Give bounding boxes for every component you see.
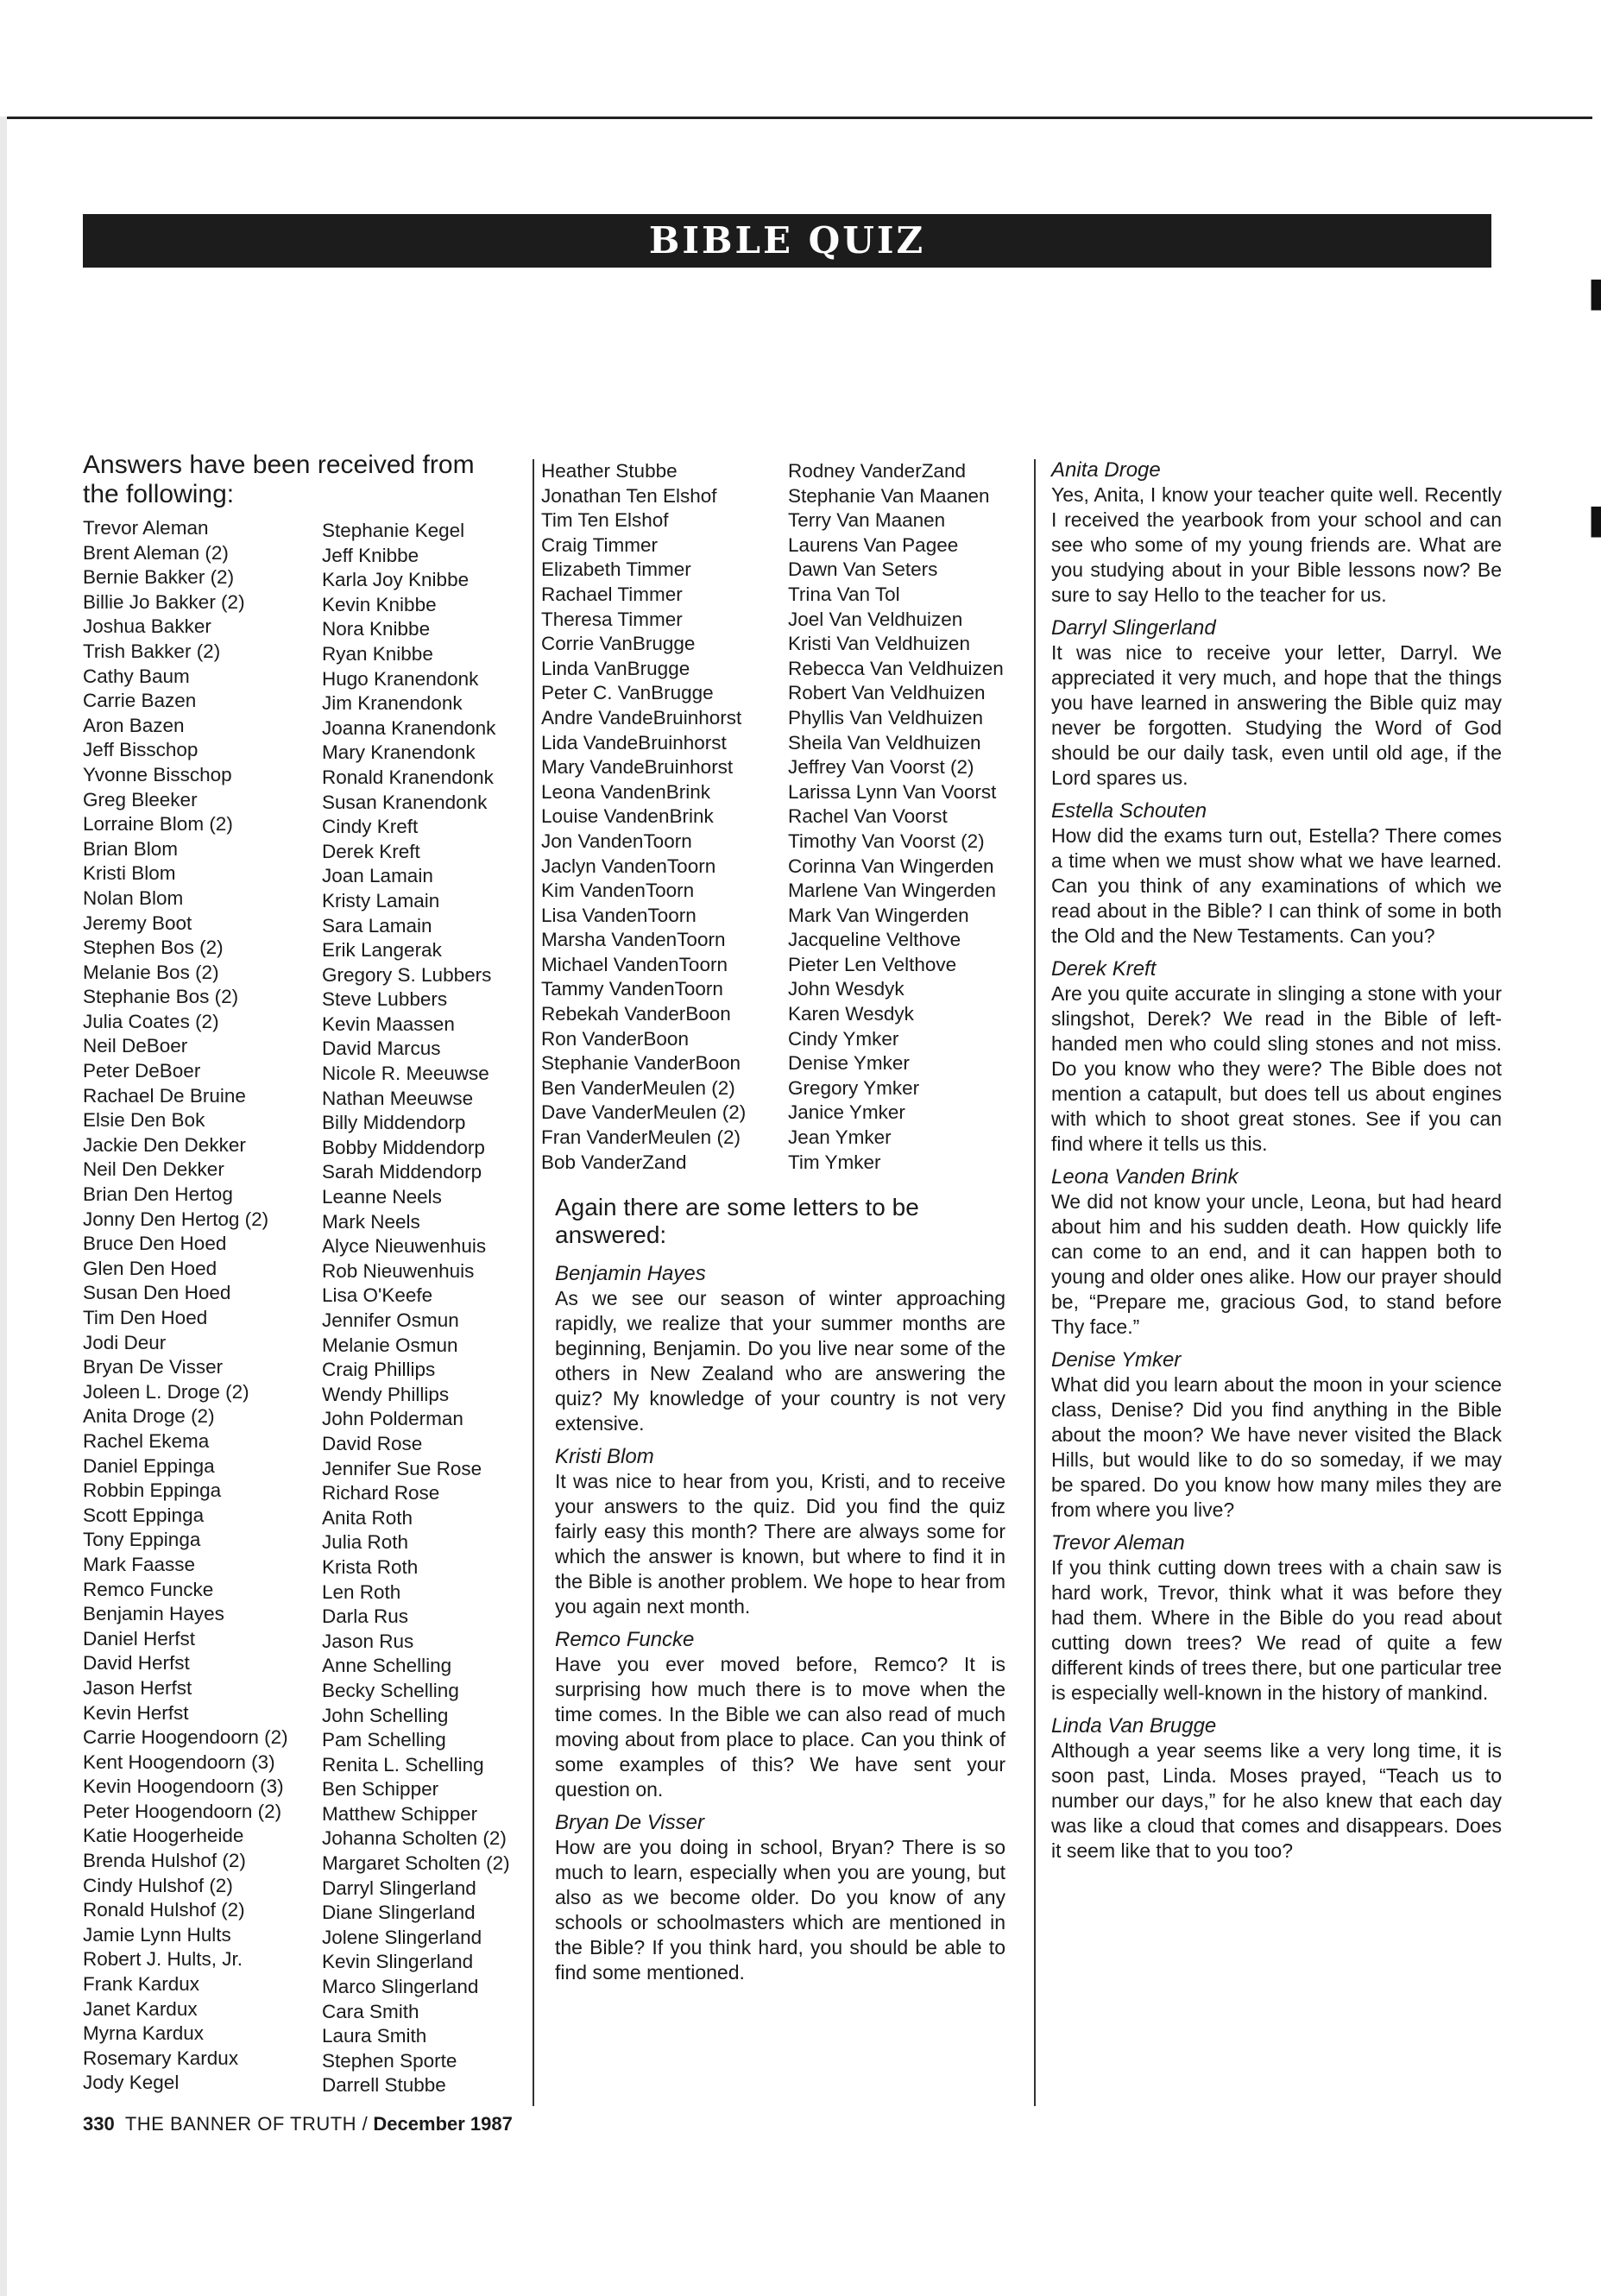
letter-body: As we see our season of winter approaching rapidly, we realize that your summer months are beginning, Benjamin. Do you live near some of the others in New Zealand who are answering the quiz? My knowledge of your country is not very extensive. bbox=[555, 1287, 1005, 1435]
respondent-name: Stephanie VanderBoon bbox=[541, 1052, 741, 1075]
respondent-name: Myrna Kardux bbox=[83, 2022, 205, 2045]
margin-mark: ▐ bbox=[1581, 508, 1601, 538]
respondent-name: Bernie Bakker (2) bbox=[83, 566, 235, 589]
letters-list-middle bbox=[555, 1261, 1005, 1985]
respondent-name: Kristi Blom bbox=[83, 862, 176, 885]
page-footer bbox=[83, 2113, 513, 2135]
respondent-name: Pam Schelling bbox=[322, 1729, 446, 1751]
respondent-name: Susan Den Hoed bbox=[83, 1282, 231, 1304]
letter-recipient: Kristi Blom bbox=[555, 1445, 654, 1468]
respondent-name: Janet Kardux bbox=[83, 1997, 198, 2020]
respondent-name: Mary VandeBruinhorst bbox=[541, 756, 734, 779]
letter-recipient: Estella Schouten bbox=[1051, 799, 1207, 823]
respondent-name: Brian Den Hertog bbox=[83, 1183, 233, 1206]
respondent-name: Erik Langerak bbox=[322, 939, 442, 962]
letter-body: Yes, Anita, I know your teacher quite well. Recently I received the yearbook from your school and can see who some of my young friends are. What are you studying about in your Bible lessons now? Be sure to say Hello to the teacher for us. bbox=[1051, 483, 1502, 606]
respondent-name: Bob VanderZand bbox=[541, 1151, 687, 1173]
letter-body: If you think cutting down trees with a chain saw is hard work, Trevor, think what it was before they had them. Where in the Bible do you read about cutting down trees? We read of quite a few different kinds of trees there, but one particular tree is especially well-known in the history of mankind. bbox=[1051, 1556, 1502, 1704]
issue-date: December 1987 bbox=[373, 2113, 513, 2135]
respondent-name: Phyllis Van Veldhuizen bbox=[788, 706, 983, 729]
respondent-name: Gregory Ymker bbox=[788, 1076, 920, 1099]
respondent-name: Diane Slingerland bbox=[322, 1902, 476, 1924]
respondent-name: Ron VanderBoon bbox=[541, 1027, 689, 1050]
respondent-name: Bruce Den Hoed bbox=[83, 1233, 227, 1255]
respondent-name: Benjamin Hayes bbox=[83, 1603, 224, 1625]
respondent-name: Brent Aleman (2) bbox=[83, 541, 229, 564]
respondent-name: Julia Roth bbox=[322, 1531, 409, 1554]
respondent-name: Jonny Den Hertog (2) bbox=[83, 1208, 269, 1230]
respondent-name: Rob Nieuwenhuis bbox=[322, 1259, 475, 1282]
respondent-name: Jodi Deur bbox=[83, 1331, 167, 1353]
names-column-3 bbox=[541, 459, 787, 1175]
letters-right-column bbox=[1051, 457, 1502, 1871]
respondent-name: Mark Neels bbox=[322, 1210, 420, 1233]
letter-recipient: Anita Droge bbox=[1051, 458, 1161, 482]
names-column-1 bbox=[83, 516, 316, 2096]
respondent-name: Dawn Van Seters bbox=[788, 558, 938, 581]
respondent-name: Sheila Van Veldhuizen bbox=[788, 731, 981, 754]
respondent-name: Neil Den Dekker bbox=[83, 1158, 224, 1181]
letters-list-right bbox=[1051, 457, 1502, 1864]
letter-entry bbox=[555, 1627, 1005, 1802]
scan-left-edge bbox=[0, 117, 7, 2296]
letter-body: Are you quite accurate in slinging a stone with your slingshot, Derek? We read in the Bible of left-handed men who could sling stones and not miss. Do you know who they were? The Bible does not mention a catapult, but does tell us about engines with which to shoot great stones. See if you can find where it tells us this. bbox=[1051, 982, 1502, 1155]
respondent-name: Mark Van Wingerden bbox=[788, 904, 969, 926]
respondent-name: Steve Lubbers bbox=[322, 988, 448, 1011]
respondent-name: Cathy Baum bbox=[83, 665, 190, 687]
respondent-name: Larissa Lynn Van Voorst bbox=[788, 780, 997, 803]
letter-entry bbox=[555, 1444, 1005, 1619]
respondent-name: Lisa VandenToorn bbox=[541, 904, 696, 926]
respondent-name: Jason Rus bbox=[322, 1630, 414, 1652]
letter-body: How are you doing in school, Bryan? There is so much to learn, especially when you are young, but also as we become older. Do you know of any schools or schoolmasters which are mentioned in the Bible? If you think hard, you should be able to find some mentioned. bbox=[555, 1836, 1005, 1984]
respondent-name: Kim VandenToorn bbox=[541, 880, 695, 902]
respondent-name: Glen Den Hoed bbox=[83, 1257, 217, 1279]
respondent-name: Johanna Scholten (2) bbox=[322, 1827, 507, 1850]
respondent-name: Cindy Ymker bbox=[788, 1027, 899, 1050]
respondent-name: Cindy Hulshof (2) bbox=[83, 1874, 233, 1896]
respondent-name: Jim Kranendonk bbox=[322, 692, 463, 715]
respondent-name: Ben Schipper bbox=[322, 1778, 439, 1801]
respondent-name: Jennifer Sue Rose bbox=[322, 1457, 482, 1479]
letter-recipient: Leona Vanden Brink bbox=[1051, 1165, 1239, 1189]
letter-body: Have you ever moved before, Remco? It is surprising how much there is to move when the time comes. In the Bible we can also read of much moving about from place to place. Can you think of some examples of this? We have sent your question on. bbox=[555, 1653, 1005, 1801]
margin-mark: ▐ bbox=[1581, 281, 1601, 311]
letter-entry bbox=[1051, 457, 1502, 608]
respondent-name: Jeremy Boot bbox=[83, 911, 192, 934]
respondent-name: Laurens Van Pagee bbox=[788, 533, 959, 556]
respondent-name: Rachael Timmer bbox=[541, 583, 683, 605]
respondent-name: Leona VandenBrink bbox=[541, 780, 710, 803]
respondent-name: Jonathan Ten Elshof bbox=[541, 484, 717, 507]
names-list-3 bbox=[541, 459, 787, 1175]
respondent-name: Mark Faasse bbox=[83, 1553, 196, 1575]
respondent-name: Rebecca Van Veldhuizen bbox=[788, 657, 1004, 679]
respondent-name: Frank Kardux bbox=[83, 1973, 200, 1996]
respondent-name: Jason Herfst bbox=[83, 1676, 192, 1699]
respondent-name: Cara Smith bbox=[322, 2000, 419, 2022]
respondent-name: Janice Ymker bbox=[788, 1101, 905, 1124]
respondent-name: Sarah Middendorp bbox=[322, 1161, 482, 1183]
respondent-name: Richard Rose bbox=[322, 1482, 440, 1504]
respondent-name: David Marcus bbox=[322, 1038, 441, 1060]
respondent-name: John Wesdyk bbox=[788, 978, 905, 1000]
respondent-name: Gregory S. Lubbers bbox=[322, 963, 492, 986]
respondent-name: Darrell Stubbe bbox=[322, 2074, 446, 2097]
respondent-name: Mary Kranendonk bbox=[322, 741, 476, 764]
respondent-name: Elizabeth Timmer bbox=[541, 558, 691, 581]
respondent-name: Theresa Timmer bbox=[541, 608, 683, 630]
letter-entry bbox=[1051, 615, 1502, 791]
letter-recipient: Darryl Slingerland bbox=[1051, 616, 1216, 640]
respondent-name: Renita L. Schelling bbox=[322, 1753, 484, 1776]
respondent-name: Lida VandeBruinhorst bbox=[541, 731, 727, 754]
respondent-name: Corinna Van Wingerden bbox=[788, 855, 994, 877]
respondent-name: Tim Ymker bbox=[788, 1151, 881, 1173]
respondent-name: Jennifer Osmun bbox=[322, 1309, 459, 1331]
respondent-name: David Rose bbox=[322, 1432, 423, 1454]
respondent-name: Bryan De Visser bbox=[83, 1356, 224, 1378]
respondent-name: Stephanie Van Maanen bbox=[788, 484, 990, 507]
respondent-name: Jeff Bisschop bbox=[83, 739, 199, 761]
letter-entry bbox=[1051, 1164, 1502, 1340]
respondent-name: Jon VandenToorn bbox=[541, 829, 692, 852]
letter-recipient: Linda Van Brugge bbox=[1051, 1714, 1217, 1738]
respondent-name: Craig Phillips bbox=[322, 1359, 436, 1381]
publication-name: THE BANNER OF TRUTH / bbox=[124, 2113, 369, 2135]
scan-top-band bbox=[0, 0, 1592, 119]
respondent-name: Ronald Kranendonk bbox=[322, 766, 494, 788]
respondent-name: Jean Ymker bbox=[788, 1126, 892, 1149]
respondent-name: Terry Van Maanen bbox=[788, 509, 946, 532]
respondent-name: Nathan Meeuwse bbox=[322, 1087, 474, 1109]
respondent-name: Stephen Sporte bbox=[322, 2049, 457, 2072]
letter-entry bbox=[1051, 1713, 1502, 1864]
page-title: BIBLE QUIZ bbox=[83, 214, 1491, 268]
respondent-name: Linda VanBrugge bbox=[541, 657, 690, 679]
respondent-name: Bobby Middendorp bbox=[322, 1136, 485, 1158]
respondent-name: Rachael De Bruine bbox=[83, 1084, 246, 1107]
respondent-name: Peter Hoogendoorn (2) bbox=[83, 1800, 282, 1822]
respondent-name: Jacqueline Velthove bbox=[788, 929, 961, 951]
respondent-name: Peter DeBoer bbox=[83, 1060, 201, 1082]
respondent-name: Kevin Hoogendoorn (3) bbox=[83, 1776, 284, 1798]
respondent-name: Yvonne Bisschop bbox=[83, 763, 232, 785]
respondent-name: Neil DeBoer bbox=[83, 1035, 188, 1057]
respondent-name: Heather Stubbe bbox=[541, 460, 678, 482]
respondent-name: John Schelling bbox=[322, 1704, 449, 1726]
respondent-name: Becky Schelling bbox=[322, 1679, 459, 1701]
respondent-name: Robert J. Hults, Jr. bbox=[83, 1948, 243, 1971]
respondent-name: Jody Kegel bbox=[83, 2072, 180, 2094]
respondent-name: Marlene Van Wingerden bbox=[788, 880, 996, 902]
names-column-2 bbox=[322, 519, 529, 2098]
respondent-name: Jaclyn VandenToorn bbox=[541, 855, 716, 877]
respondent-name: Jeff Knibbe bbox=[322, 544, 419, 566]
letter-body: How did the exams turn out, Estella? There comes a time when we must show what we have learned. Can you think of any examinations of which we read about in the Bible? I can think of some in both the Old and the New Testaments. Can you? bbox=[1051, 824, 1502, 947]
respondent-name: Sara Lamain bbox=[322, 914, 432, 937]
respondent-name: Greg Bleeker bbox=[83, 788, 198, 811]
respondent-name: Ronald Hulshof (2) bbox=[83, 1899, 245, 1921]
respondent-name: Alyce Nieuwenhuis bbox=[322, 1235, 487, 1258]
respondent-name: Ryan Knibbe bbox=[322, 642, 433, 665]
respondent-name: Marsha VandenToorn bbox=[541, 929, 726, 951]
respondent-name: Leanne Neels bbox=[322, 1186, 442, 1208]
letter-body: We did not know your uncle, Leona, but had heard about him and his sudden death. How quickly life can come to an end, and it can happen both to young and older ones alike. How our prayer should be, “Prepare me, gracious God, to stand before Thy face.” bbox=[1051, 1190, 1502, 1338]
respondent-name: Julia Coates (2) bbox=[83, 1010, 219, 1032]
respondent-name: Derek Kreft bbox=[322, 840, 420, 862]
letter-body: What did you learn about the moon in your science class, Denise? Did you find anything in the Bible about the moon? We have never visited the Black Hills, but would like to do so someday, if we may be spared. Do you know how many miles they are from where you live? bbox=[1051, 1373, 1502, 1521]
page-number: 330 bbox=[83, 2113, 115, 2135]
respondent-name: Joan Lamain bbox=[322, 865, 433, 887]
respondent-name: Kevin Maassen bbox=[322, 1012, 455, 1035]
respondent-name: Scott Eppinga bbox=[83, 1504, 205, 1526]
respondent-name: Kristy Lamain bbox=[322, 889, 440, 911]
respondent-name: Jolene Slingerland bbox=[322, 1926, 482, 1948]
respondent-name: Margaret Scholten (2) bbox=[322, 1852, 510, 1875]
letter-recipient: Denise Ymker bbox=[1051, 1348, 1182, 1372]
respondent-name: Rosemary Kardux bbox=[83, 2047, 239, 2069]
respondent-name: Matthew Schipper bbox=[322, 1802, 478, 1825]
letter-recipient: Remco Funcke bbox=[555, 1628, 695, 1651]
respondent-name: Tim Ten Elshof bbox=[541, 509, 669, 532]
respondent-name: Katie Hoogerheide bbox=[83, 1825, 244, 1847]
letter-recipient: Bryan De Visser bbox=[555, 1811, 704, 1834]
respondent-name: Tim Den Hoed bbox=[83, 1307, 208, 1328]
names-column-4 bbox=[788, 459, 1025, 1175]
respondent-name: Brenda Hulshof (2) bbox=[83, 1850, 246, 1872]
respondent-name: Joshua Bakker bbox=[83, 615, 211, 638]
letter-entry bbox=[1051, 956, 1502, 1157]
respondent-name: Louise VandenBrink bbox=[541, 805, 714, 828]
respondent-name: Pieter Len Velthove bbox=[788, 953, 957, 975]
respondent-name: Nicole R. Meeuwse bbox=[322, 1063, 489, 1085]
respondent-name: Kevin Slingerland bbox=[322, 1951, 474, 1973]
respondent-name: Trina Van Tol bbox=[788, 583, 900, 605]
respondent-name: John Polderman bbox=[322, 1408, 463, 1430]
respondent-name: Rachel Ekema bbox=[83, 1429, 210, 1452]
respondent-name: Corrie VanBrugge bbox=[541, 633, 696, 655]
respondent-name: Timothy Van Voorst (2) bbox=[788, 829, 985, 852]
respondent-name: Michael VandenToorn bbox=[541, 953, 728, 975]
letter-body: Although a year seems like a very long time, it is soon past, Linda. Moses prayed, “Teach us to number our days,” for he also knew that each day was like a cloud that comes and disappears. Does it seem like that to you too? bbox=[1051, 1739, 1502, 1862]
respondent-name: Joleen L. Droge (2) bbox=[83, 1380, 249, 1403]
respondent-name: Dave VanderMeulen (2) bbox=[541, 1101, 747, 1124]
letter-entry bbox=[1051, 798, 1502, 949]
letter-recipient: Derek Kreft bbox=[1051, 957, 1157, 981]
respondent-name: Krista Roth bbox=[322, 1555, 419, 1578]
respondent-name: Aron Bazen bbox=[83, 714, 185, 736]
respondent-name: Andre VandeBruinhorst bbox=[541, 706, 742, 729]
respondent-name: Stephen Bos (2) bbox=[83, 937, 224, 959]
respondent-name: Daniel Herfst bbox=[83, 1627, 196, 1649]
respondent-name: Craig Timmer bbox=[541, 533, 659, 556]
respondent-name: Ben VanderMeulen (2) bbox=[541, 1076, 735, 1099]
respondent-name: Karen Wesdyk bbox=[788, 1003, 914, 1025]
respondent-name: Jamie Lynn Hults bbox=[83, 1923, 231, 1946]
respondent-name: Lisa O'Keefe bbox=[322, 1284, 433, 1307]
respondent-name: Darryl Slingerland bbox=[322, 1877, 476, 1899]
respondent-name: Joanna Kranendonk bbox=[322, 716, 496, 739]
respondent-name: Cindy Kreft bbox=[322, 816, 419, 838]
respondent-name: Tammy VandenToorn bbox=[541, 978, 723, 1000]
received-heading-block bbox=[83, 451, 514, 509]
respondent-name: Kevin Knibbe bbox=[322, 593, 437, 615]
letter-entry bbox=[555, 1261, 1005, 1436]
names-list-4 bbox=[788, 459, 1025, 1175]
respondent-name: Nora Knibbe bbox=[322, 618, 431, 640]
respondent-name: Robbin Eppinga bbox=[83, 1479, 222, 1502]
received-heading: Answers have been received from the following: bbox=[83, 451, 475, 508]
letters-middle-column bbox=[555, 1194, 1005, 1993]
respondent-name: Darla Rus bbox=[322, 1605, 409, 1628]
respondent-name: Len Roth bbox=[322, 1580, 401, 1603]
respondent-name: Billy Middendorp bbox=[322, 1112, 466, 1134]
letter-entry bbox=[1051, 1347, 1502, 1523]
letter-entry bbox=[555, 1810, 1005, 1985]
letter-recipient: Benjamin Hayes bbox=[555, 1262, 706, 1285]
respondent-name: Rebekah VanderBoon bbox=[541, 1003, 731, 1025]
respondent-name: Susan Kranendonk bbox=[322, 791, 488, 813]
respondent-name: Remco Funcke bbox=[83, 1578, 214, 1600]
respondent-name: Fran VanderMeulen (2) bbox=[541, 1126, 741, 1149]
respondent-name: Marco Slingerland bbox=[322, 1976, 479, 1998]
respondent-name: Karla Joy Knibbe bbox=[322, 569, 470, 591]
respondent-name: Lorraine Blom (2) bbox=[83, 813, 233, 836]
respondent-name: Trevor Aleman bbox=[83, 517, 209, 539]
respondent-name: Stephanie Kegel bbox=[322, 520, 465, 541]
respondent-name: Anita Droge (2) bbox=[83, 1405, 215, 1428]
respondent-name: Tony Eppinga bbox=[83, 1529, 201, 1551]
respondent-name: Laura Smith bbox=[322, 2025, 427, 2047]
respondent-name: David Herfst bbox=[83, 1652, 190, 1675]
letter-entry bbox=[1051, 1530, 1502, 1706]
respondent-name: Joel Van Veldhuizen bbox=[788, 608, 963, 630]
respondent-name: Jeffrey Van Voorst (2) bbox=[788, 756, 974, 779]
respondent-name: Carrie Bazen bbox=[83, 690, 197, 712]
respondent-name: Hugo Kranendonk bbox=[322, 667, 479, 690]
respondent-name: Nolan Blom bbox=[83, 886, 184, 909]
respondent-name: Peter C. VanBrugge bbox=[541, 682, 714, 704]
respondent-name: Kent Hoogendoorn (3) bbox=[83, 1750, 275, 1773]
respondent-name: Anita Roth bbox=[322, 1506, 413, 1529]
respondent-name: Rachel Van Voorst bbox=[788, 805, 948, 828]
letter-body: It was nice to hear from you, Kristi, and to receive your answers to the quiz. Did you find the quiz fairly easy this month? There are always some for which the answer is known, but where to find it in the Bible is another problem. We hope to hear from you again next month. bbox=[555, 1470, 1005, 1618]
column-divider bbox=[1034, 459, 1036, 2106]
respondent-name: Daniel Eppinga bbox=[83, 1454, 215, 1477]
respondent-name: Melanie Osmun bbox=[322, 1334, 458, 1356]
letter-body: It was nice to receive your letter, Darryl. We appreciated it very much, and hope that the things you have learned in answering the Bible quiz may never be forgotten. Studying the Word of God should be our daily task, even until old age, if the Lord spares us. bbox=[1051, 641, 1502, 789]
column-divider bbox=[533, 459, 534, 2106]
respondent-name: Anne Schelling bbox=[322, 1655, 452, 1677]
names-list-2 bbox=[322, 519, 529, 2098]
respondent-name: Elsie Den Bok bbox=[83, 1109, 205, 1132]
respondent-name: Denise Ymker bbox=[788, 1052, 910, 1075]
respondent-name: Jackie Den Dekker bbox=[83, 1133, 246, 1156]
respondent-name: Wendy Phillips bbox=[322, 1383, 450, 1405]
names-list-1 bbox=[83, 516, 316, 2096]
respondent-name: Carrie Hoogendoorn (2) bbox=[83, 1726, 288, 1749]
respondent-name: Stephanie Bos (2) bbox=[83, 986, 239, 1008]
respondent-name: Robert Van Veldhuizen bbox=[788, 682, 986, 704]
respondent-name: Billie Jo Bakker (2) bbox=[83, 590, 245, 613]
respondent-name: Kristi Van Veldhuizen bbox=[788, 633, 970, 655]
respondent-name: Brian Blom bbox=[83, 837, 179, 860]
respondent-name: Melanie Bos (2) bbox=[83, 961, 219, 983]
respondent-name: Kevin Herfst bbox=[83, 1701, 189, 1724]
letters-heading: Again there are some letters to be answered: bbox=[555, 1194, 919, 1248]
letter-recipient: Trevor Aleman bbox=[1051, 1531, 1185, 1555]
respondent-name: Rodney VanderZand bbox=[788, 460, 966, 482]
respondent-name: Trish Bakker (2) bbox=[83, 640, 221, 662]
